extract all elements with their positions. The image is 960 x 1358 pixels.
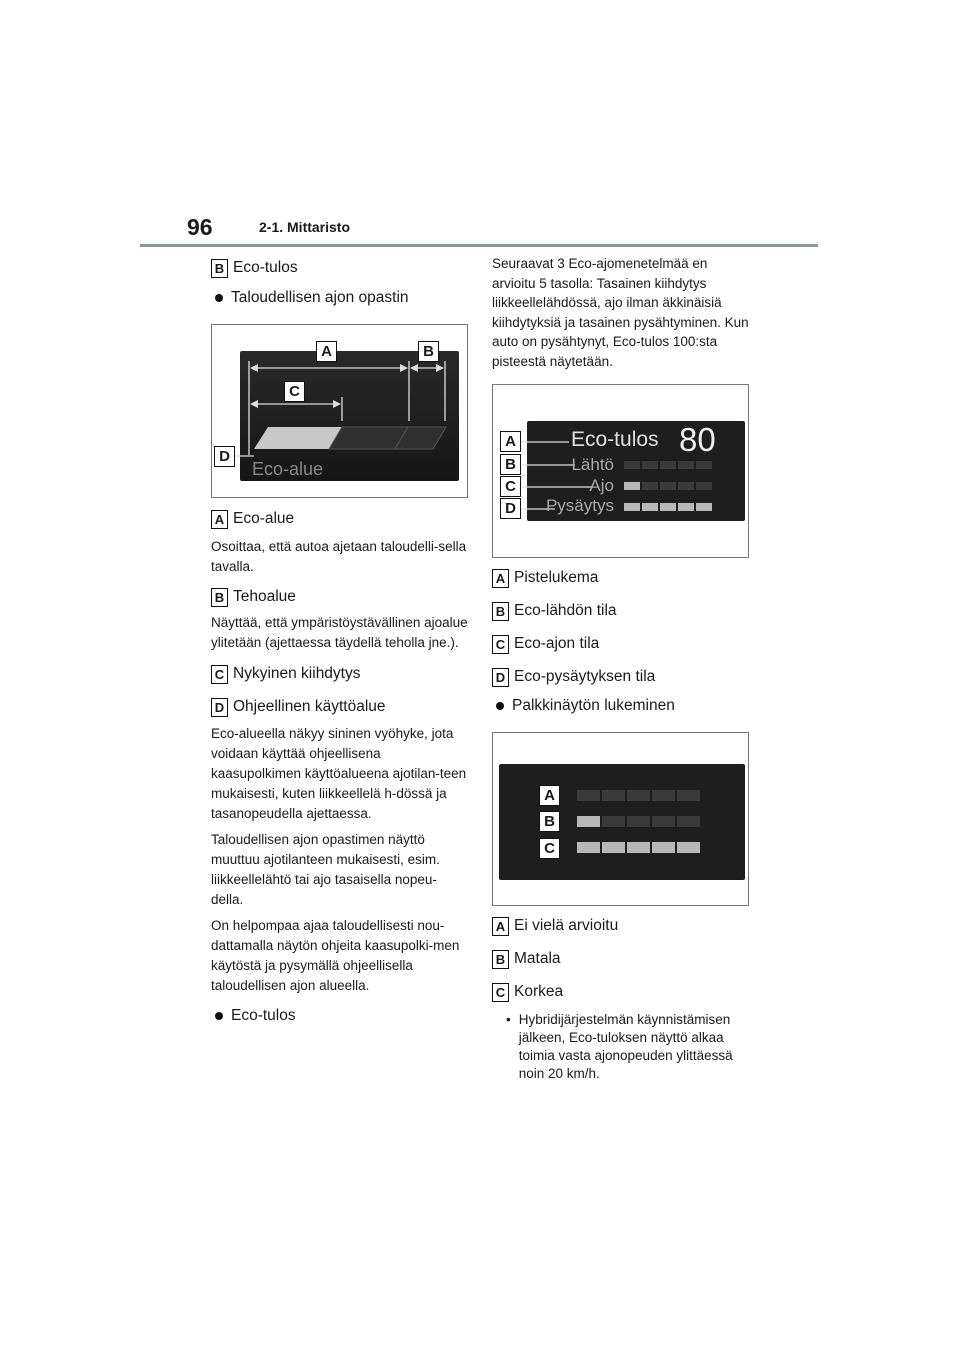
item-c-kiihdytys	[211, 664, 469, 684]
score-bar-row2-seg2	[660, 503, 676, 511]
tag-b: B	[492, 950, 509, 969]
item-text: Ei vielä arvioitu	[514, 917, 619, 934]
item-d-pysaytys	[492, 667, 750, 687]
reading-bar-row0-seg2	[627, 790, 650, 801]
tag-c: C	[492, 983, 509, 1002]
reading-bar-row1-seg3	[652, 816, 675, 827]
reading-bar-row2-seg0	[577, 842, 600, 853]
bullet-text: Palkkinäytön lukeminen	[512, 697, 675, 714]
score-bar-row0-seg4	[696, 461, 712, 469]
tag-a: A	[211, 510, 228, 529]
fig1-label-c: C	[284, 381, 305, 402]
item-text: Tehoalue	[233, 588, 296, 605]
fig2-label-a: A	[500, 431, 521, 452]
bullet-eco-tulos	[211, 1006, 469, 1026]
note-text: Hybridijärjestelmän käynnistämisen jälkeen, Eco-tuloksen näyttö alkaa toimia vasta ajonopeuden ylittäessä noin 20 km/h.	[518, 1012, 733, 1081]
figure-bar-reading	[492, 732, 749, 906]
score-bar-row2-seg0	[624, 503, 640, 511]
item-b-eco-tulos	[211, 258, 469, 278]
bullet-guide	[211, 288, 469, 308]
reading-bar-row2-seg1	[602, 842, 625, 853]
tag-b: B	[211, 588, 228, 607]
tag-c: C	[211, 665, 228, 684]
right-column	[492, 254, 750, 371]
header-rule	[140, 244, 818, 247]
score-bar-row2-seg1	[642, 503, 658, 511]
tag-b: B	[211, 259, 228, 278]
desc-b: Näyttää, että ympäristöystävällinen ajoalue ylitetään (ajettaessa täydellä teholla jne.).	[211, 615, 468, 650]
item-text: Eco-ajon tila	[514, 635, 600, 652]
bullet-text: Taloudellisen ajon opastin	[231, 289, 409, 306]
desc-d1: Eco-alueella näkyy sininen vyöhyke, jota voidaan käyttää ohjeellisena kaasupolkimen käyttöalueena ajotilan-teen mukaisesti, kuten liikkeellelä h-dössä ja tasanopeudella ajettaessa.	[211, 726, 467, 821]
bar-diagram	[493, 733, 750, 907]
item-text: Matala	[514, 950, 561, 967]
figure-eco-guide	[211, 324, 468, 498]
bullet-text: Eco-tulos	[231, 1007, 296, 1024]
tag-c: C	[492, 635, 509, 654]
tag-b: B	[492, 602, 509, 621]
item-b-matala	[492, 949, 750, 969]
fig2-label-c: C	[500, 476, 521, 497]
score-value: 80	[679, 421, 716, 458]
fig3-label-c: C	[539, 838, 560, 859]
bullet-dot	[215, 1012, 223, 1020]
item-b-lahto	[492, 601, 750, 621]
item-c-korkea	[492, 982, 750, 1002]
desc-d2: Taloudellisen ajon opastimen näyttö muuttuu ajotilanteen mukaisesti, esim. liikkeellelähtö tai ajo tasaisella nopeu-della.	[211, 832, 440, 907]
row-label-ajo: Ajo	[589, 476, 614, 495]
reading-bar-row0-seg0	[577, 790, 600, 801]
item-text: Ohjeellinen käyttöalue	[233, 698, 386, 715]
intro-text: Seuraavat 3 Eco-ajomenetelmää en arvioitu 5 tasolla: Tasainen kiihdytys liikkeellelähdössä, ajo ilman äkkinäisiä kiihdytyksiä ja tasainen pysähtyminen. Kun auto on pysähtynyt, Eco-tulos 100:sta pisteestä näytetään.	[492, 256, 749, 369]
section-title: 2-1. Mittaristo	[259, 219, 351, 235]
reading-bar-row0-seg3	[652, 790, 675, 801]
reading-bar-row0-seg4	[677, 790, 700, 801]
item-text: Eco-tulos	[233, 259, 298, 276]
row-label-lahto: Lähtö	[571, 455, 614, 474]
fig1-label-d: D	[214, 446, 235, 467]
reading-bar-row2-seg3	[652, 842, 675, 853]
score-bar-row1-seg2	[660, 482, 676, 490]
page-number: 96	[187, 214, 213, 240]
fig2-label-d: D	[500, 498, 521, 519]
score-bar-row0-seg1	[642, 461, 658, 469]
note-bullet: •	[506, 1012, 511, 1027]
fig1-label-a: A	[316, 341, 337, 362]
score-bar-row1-seg4	[696, 482, 712, 490]
figure-eco-score	[492, 384, 749, 558]
item-text: Eco-lähdön tila	[514, 602, 617, 619]
left-column-items	[211, 509, 469, 1026]
item-d-kayttoalue	[211, 697, 469, 717]
desc-a: Osoittaa, että autoa ajetaan taloudelli-sella tavalla.	[211, 539, 467, 574]
tag-a: A	[492, 569, 509, 588]
left-column	[211, 258, 469, 308]
reading-bar-row0-seg1	[602, 790, 625, 801]
fig1-label-b: B	[418, 341, 439, 362]
fig3-label-b: B	[539, 811, 560, 832]
desc-d3: On helpompaa ajaa taloudellisesti nou-dattamalla näytön ohjeita kaasupolki-men käytöstä ja pysymällä ohjeellisella taloudellisen ajon alueella.	[211, 918, 460, 993]
item-b-tehoalue	[211, 587, 469, 607]
score-bar-row2-seg4	[696, 503, 712, 511]
score-bar-row1-seg0	[624, 482, 640, 490]
item-c-ajo	[492, 634, 750, 654]
score-bar-row1-seg3	[678, 482, 694, 490]
reading-bar-row1-seg0	[577, 816, 600, 827]
item-text: Nykyinen kiihdytys	[233, 665, 361, 682]
bullet-dot	[215, 294, 223, 302]
right-column-items	[492, 568, 750, 716]
row-label-pysaytys: Pysäytys	[545, 496, 614, 515]
fig2-label-b: B	[500, 454, 521, 475]
reading-bar-row2-seg4	[677, 842, 700, 853]
score-diagram	[493, 385, 750, 559]
item-a-eco-alue	[211, 509, 469, 529]
item-text: Eco-pysäytyksen tila	[514, 668, 656, 685]
score-bar-row0-seg0	[624, 461, 640, 469]
reading-bar-row1-seg1	[602, 816, 625, 827]
tag-a: A	[492, 917, 509, 936]
score-bar-row2-seg3	[678, 503, 694, 511]
bullet-palkkinaytto	[492, 696, 750, 716]
item-a-pistelukema	[492, 568, 750, 588]
item-a-ei-arvioitu	[492, 916, 750, 936]
bullet-dot	[496, 702, 504, 710]
tag-d: D	[211, 698, 228, 717]
score-bar-row1-seg1	[642, 482, 658, 490]
note	[492, 1011, 750, 1083]
reading-bar-row1-seg4	[677, 816, 700, 827]
item-text: Eco-alue	[233, 510, 295, 527]
score-title: Eco-tulos	[571, 428, 659, 451]
eco-alue-screen-label: Eco-alue	[252, 459, 324, 479]
score-bar-row0-seg3	[678, 461, 694, 469]
item-text: Korkea	[514, 983, 564, 1000]
item-text: Pistelukema	[514, 569, 599, 586]
fig3-label-a: A	[539, 785, 560, 806]
right-column-items-2	[492, 916, 750, 1083]
reading-bar-row2-seg2	[627, 842, 650, 853]
reading-bar-row1-seg2	[627, 816, 650, 827]
score-bar-row0-seg2	[660, 461, 676, 469]
tag-d: D	[492, 668, 509, 687]
